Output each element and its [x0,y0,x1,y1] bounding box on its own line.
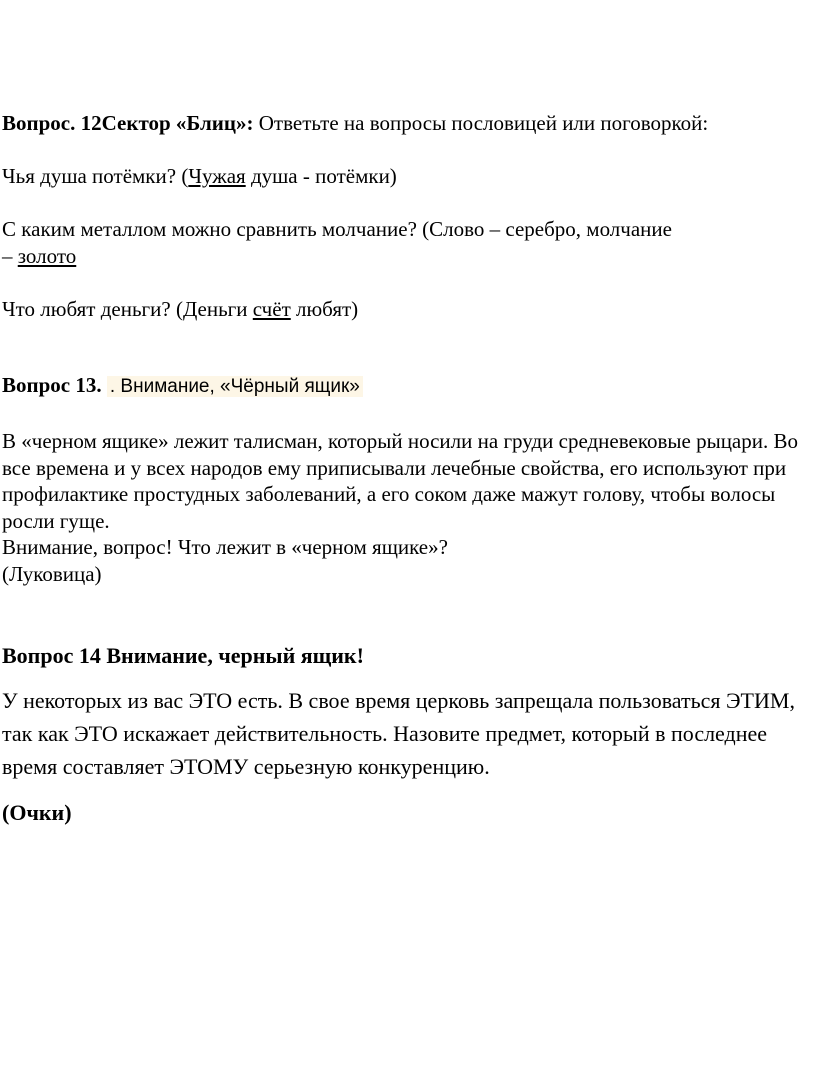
q13-answer: (Луковица) [2,561,102,586]
q12-item-3-question: Что любят деньги? (Деньги [2,297,253,321]
q12-item-1-question: Чья душа потёмки? ( [2,164,189,188]
q13-body [2,428,802,587]
q12-item-3-answer: счёт [252,297,291,321]
q13-label: Вопрос 13. [2,373,102,397]
q12-item-2-cont [2,243,76,269]
q12-item-3-rest: любят) [290,297,359,321]
q12-item-2-question: С каким металлом можно сравнить молчание? (Слово – серебро, молчание [2,217,672,241]
q12-item-1-answer: Чужая [188,164,246,188]
q13-text: В «черном ящике» лежит талисман, который носили на груди средневековые рыцари. Во все времена и у всех народов ему приписывали лечебные свойства, его используют при профилактике простудных заболеваний, а его соком даже мажут голову, чтобы волосы росли гуще. [2,429,799,533]
q12-item-2-answer: золото [17,244,77,268]
q13-heading [2,372,363,400]
q12-intro: Ответьте на вопросы пословицей или поговоркой: [253,111,709,135]
q13-question: Внимание, вопрос! Что лежит в «черном ящике»? [2,535,448,559]
q14-heading [2,641,364,671]
q12-item-2-dash: – [2,244,18,268]
q12-item-3 [2,296,358,322]
q12-label: Вопрос. 12Сектор «Блиц»: [2,111,254,135]
q12-item-1-rest: душа - потёмки) [245,164,397,188]
q14-label: Вопрос 14 Внимание, черный ящик! [2,643,364,668]
q12-item-2 [2,216,672,242]
q12-heading [2,110,708,136]
q13-title: . Внимание, «Чёрный ящик» [107,376,363,397]
q14-text: У некоторых из вас ЭТО есть. В свое время церковь запрещала пользоваться ЭТИМ, так как ЭТО искажает действительность. Назовите предмет, который в последнее время составляет ЭТОМУ серьезную конкуренцию. [2,688,795,779]
q12-item-1 [2,163,397,189]
q14-answer: (Очки) [2,800,72,825]
